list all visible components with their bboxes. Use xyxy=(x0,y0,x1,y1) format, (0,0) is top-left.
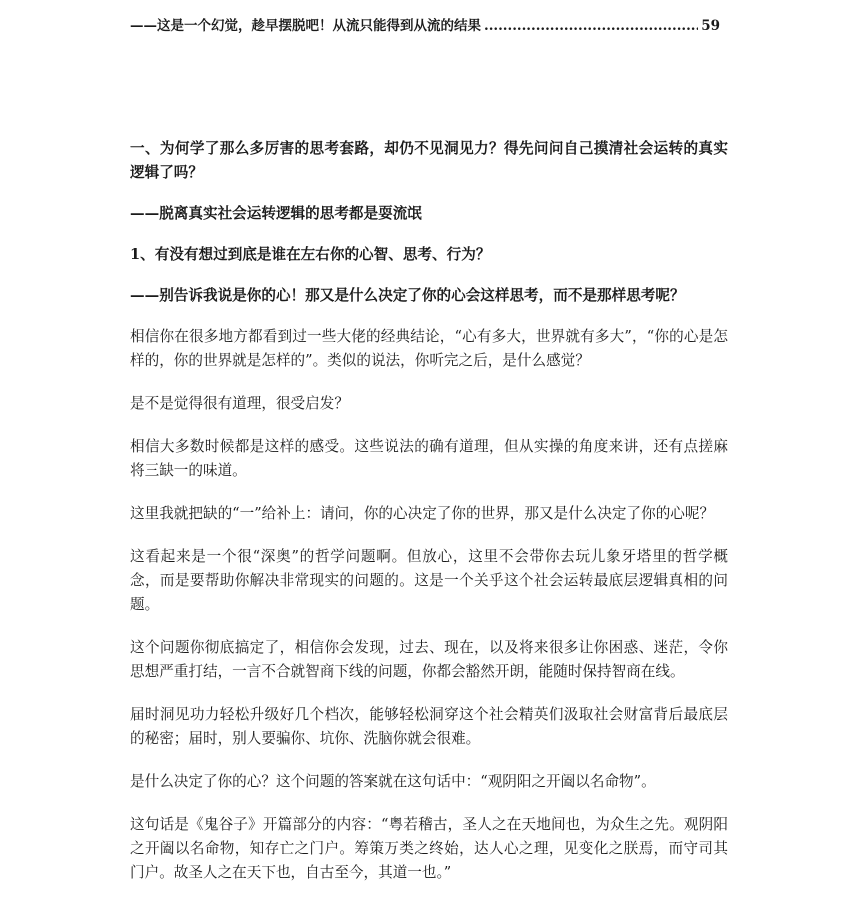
paragraph: 这句话是《鬼谷子》开篇部分的内容：“粤若稽古，圣人之在天地间也，为众生之先。观阴阳之开阖以名命物，知存亡之门户。筹策万类之终始，达人心之理，见变化之朕焉，而守司其门户。故圣人之在天下也，自古至今，其道一也。” xyxy=(130,816,728,881)
paragraph: 这个问题你彻底搞定了，相信你会发现，过去、现在，以及将来很多让你困惑、迷茫，令你思想严重打结，一言不合就智商下线的问题，你都会豁然开朗，能随时保持智商在线。 xyxy=(130,639,728,680)
paragraph: 是不是觉得很有道理，很受启发？ xyxy=(130,395,349,412)
section-heading: 一、为何学了那么多厉害的思考套路，却仍不见洞见力？得先问问自己摸清社会运转的真实逻辑了吗？ xyxy=(130,140,728,181)
paragraph: 这看起来是一个很“深奥”的哲学问题啊。但放心，这里不会带你去玩儿象牙塔里的哲学概念，而是要帮助你解决非常现实的问题的。这是一个关乎这个社会运转最底层逻辑真相的问题。 xyxy=(130,548,728,613)
paragraph: 是什么决定了你的心？这个问题的答案就在这句话中：“观阴阳之开阖以名命物”。 xyxy=(130,773,656,790)
paragraph: 相信大多数时候都是这样的感受。这些说法的确有道理，但从实操的角度来讲，还有点搓麻将三缺一的味道。 xyxy=(130,438,728,479)
toc-page-number: 59 xyxy=(701,18,720,34)
toc-entry-title: ——这是一个幻觉，趁早摆脱吧！从流只能得到从流的结果 xyxy=(130,18,481,34)
toc-entry[interactable] xyxy=(130,14,720,34)
paragraph: 届时洞见功力轻松升级好几个档次，能够轻松洞穿这个社会精英们汲取社会财富背后最底层的秘密；届时，别人要骗你、坑你、洗脑你就会很难。 xyxy=(130,706,728,747)
subsection-subheading: ——别告诉我说是你的心！那又是什么决定了你的心会这样思考，而不是那样思考呢？ xyxy=(130,287,685,304)
section-subheading: ——脱离真实社会运转逻辑的思考都是耍流氓 xyxy=(130,205,422,222)
subsection-heading: 1、有没有想过到底是谁在左右你的心智、思考、行为？ xyxy=(130,246,491,263)
body-text xyxy=(130,137,728,904)
paragraph: 相信你在很多地方都看到过一些大佬的经典结论，“心有多大，世界就有多大”，“你的心是怎样的，你的世界就是怎样的”。类似的说法，你听完之后，是什么感觉？ xyxy=(130,328,728,369)
toc-leader-dots xyxy=(484,18,698,34)
paragraph: 这里我就把缺的“一”给补上：请问，你的心决定了你的世界，那又是什么决定了你的心呢？ xyxy=(130,505,715,522)
